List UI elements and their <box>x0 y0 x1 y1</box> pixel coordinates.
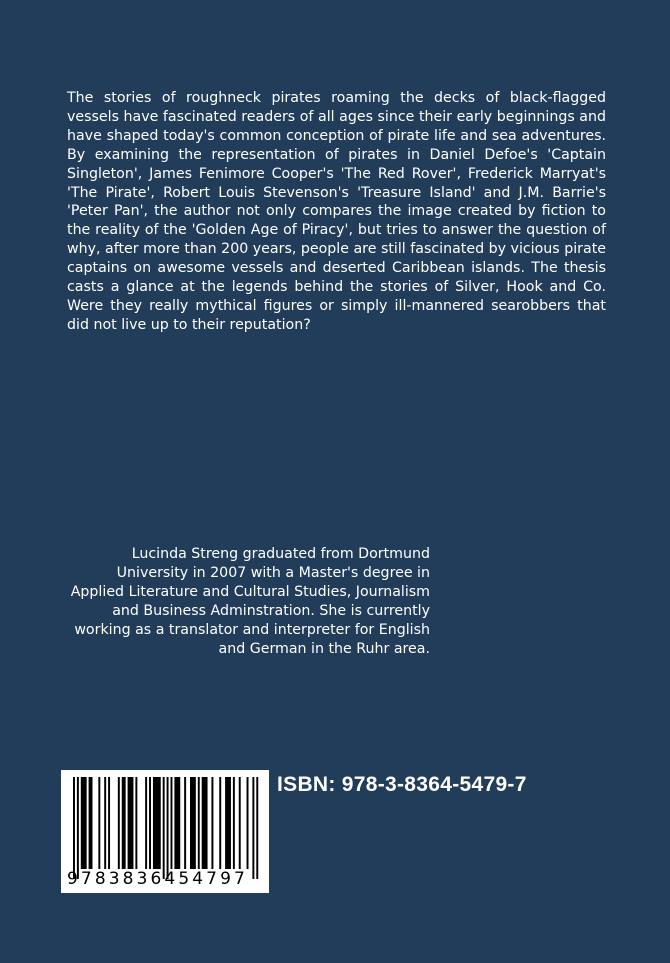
barcode-bar <box>190 777 196 869</box>
barcode-bar <box>153 777 161 869</box>
barcode-bar <box>73 777 75 879</box>
barcode <box>61 770 269 893</box>
barcode-bar <box>128 777 134 869</box>
barcode-bar <box>122 777 126 869</box>
barcode-bar <box>163 777 165 879</box>
barcode-bar <box>174 777 180 869</box>
barcode-bar <box>202 777 208 869</box>
barcode-bar <box>225 777 231 869</box>
barcode-bar <box>98 777 100 869</box>
barcode-bar <box>89 777 93 869</box>
barcode-bar <box>239 777 241 869</box>
barcode-bar <box>149 777 151 869</box>
barcode-bar <box>198 777 200 869</box>
isbn-number: ISBN: 978-3-8364-5479-7 <box>277 773 527 796</box>
barcode-bar <box>118 777 120 869</box>
barcode-bar <box>171 777 173 869</box>
barcode-bar <box>135 777 137 869</box>
barcode-bar <box>77 777 79 879</box>
barcode-bar <box>167 777 169 879</box>
barcode-bar <box>104 777 106 869</box>
barcode-bar <box>233 777 235 869</box>
barcode-bar <box>184 777 186 869</box>
barcode-bar <box>256 777 258 879</box>
barcode-bar <box>252 777 254 879</box>
barcode-bar <box>247 777 249 869</box>
barcode-bar <box>211 777 213 869</box>
barcode-digits: 9783836454797 <box>67 869 248 889</box>
barcode-bar <box>219 777 221 869</box>
back-cover-blurb: The stories of roughneck pirates roaming the decks of black-flagged vessels have fascinated readers of all ages since their early beginnings and have shaped today's common conception of pirate life and sea adventures. By examining the representation of pirates in Daniel Defoe's 'Captain Singleton', James Fenimore Cooper's 'The Red Rover', Frederick Marryat's 'The Pirate', Robert Louis Stevenson's 'Treasure Island' and J.M. Barrie's 'Peter Pan', the author not only compares the image created by fiction to the reality of the 'Golden Age of Piracy', but tries to answer the question of why, after more than 200 years, people are still fascinated by vicious pirate captains on awesome vessels and deserted Caribbean islands. The thesis casts a glance at the legends behind the stories of Silver, Hook and Co. Were they really mythical figures or simply ill-mannered searobbers that did not live up to their reputation? <box>67 90 606 333</box>
barcode-bar <box>108 777 110 869</box>
author-biography: Lucinda Streng graduated from Dortmund University in 2007 with a Master's degree in Applied Literature and Cultural Studies, Journalism and Business Adminstration. She is currently working as a translator and interpreter for English and German in the Ruhr area. <box>70 546 430 657</box>
barcode-bar <box>145 777 147 869</box>
barcode-bar <box>81 777 87 869</box>
